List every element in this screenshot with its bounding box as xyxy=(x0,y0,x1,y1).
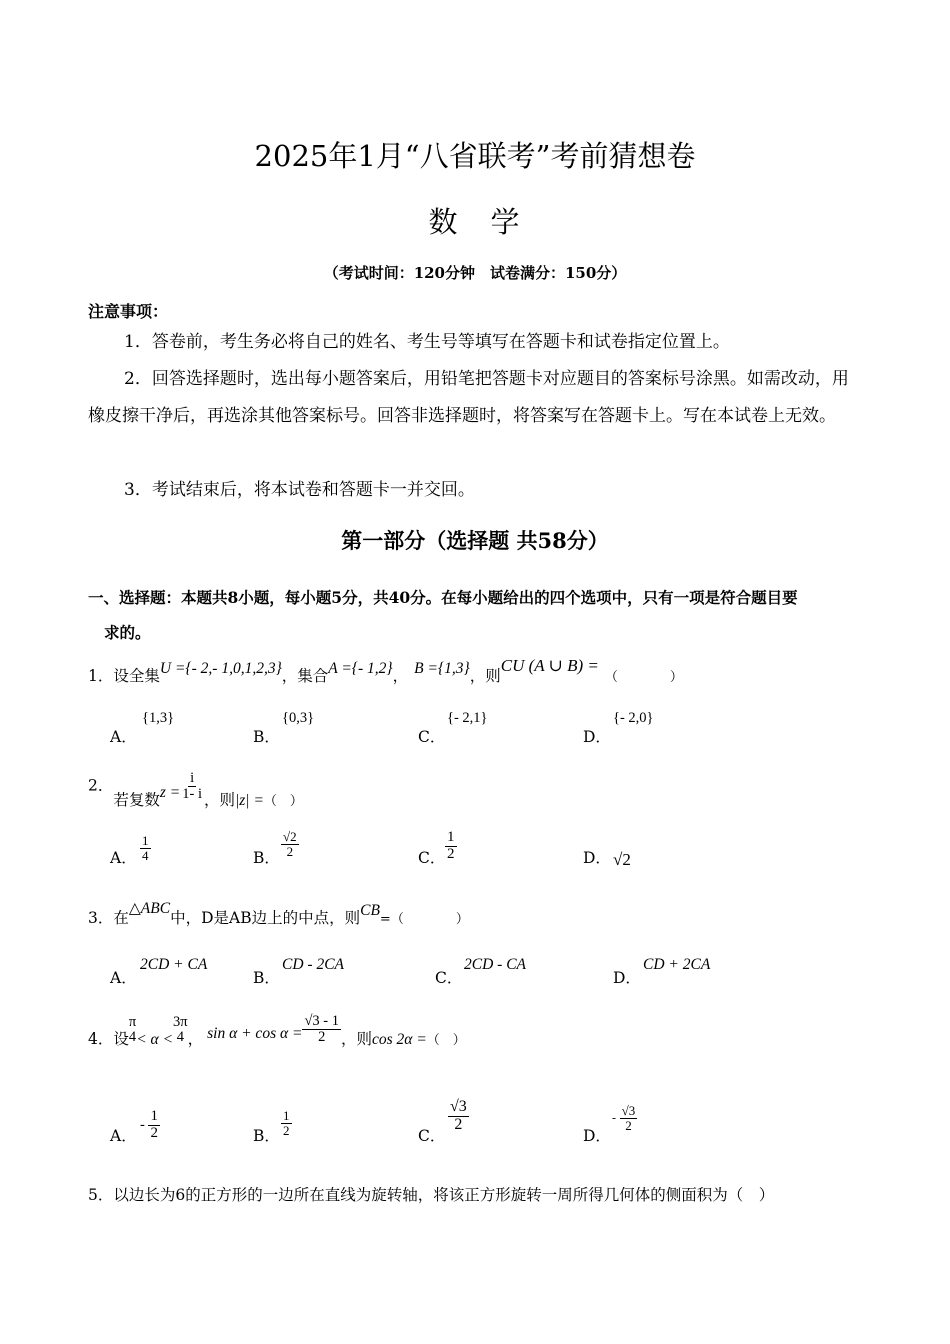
q4-lt: < α < xyxy=(136,1030,174,1048)
q4-option-d xyxy=(612,1104,637,1132)
q4-number: 4． xyxy=(88,1029,114,1048)
q4-option-b-label: B． xyxy=(253,1127,280,1145)
q4-paren: （ ） xyxy=(426,1032,466,1048)
section-line-2: 求的。 xyxy=(104,623,151,642)
q2-option-d: √2 xyxy=(613,850,631,869)
q2-b-den: 2 xyxy=(286,843,294,859)
part1-title: 第一部分（选择题 共58分） xyxy=(341,528,609,553)
q3-triangle: △ABC xyxy=(128,900,171,917)
q3-text-2: 中，D是AB边上的中点，则 xyxy=(170,909,361,927)
question-5: 5．以边长为6的正方形的一边所在直线为旋转轴，将该正方形旋转一周所得几何体的侧面积为（ ） xyxy=(88,1186,775,1204)
exam-info: （考试时间：120分钟 试卷满分：150分） xyxy=(323,264,627,282)
q2-a-den: 4 xyxy=(142,847,149,863)
q1-set-a: A ={- 1,2} xyxy=(328,660,393,677)
q1-set-b: B ={1,3} xyxy=(414,660,470,677)
q4-c-num: √3 xyxy=(450,1098,467,1115)
notice-heading: 注意事项： xyxy=(88,302,169,321)
notice-item-3: 3．考试结束后，将本试卷和答题卡一并交回。 xyxy=(124,480,475,500)
q2-text-2: ，则 xyxy=(204,790,236,809)
q2-option-b-label: B． xyxy=(253,849,280,867)
q1-text-1: 设全集 xyxy=(113,667,160,685)
q4-cos2a: cos 2α = xyxy=(372,1030,427,1048)
q3-option-a-label: A． xyxy=(110,969,137,987)
q1-option-a: {1,3} xyxy=(142,710,175,726)
q2-number: 2． xyxy=(88,776,114,795)
q3-option-d-label: D． xyxy=(613,969,641,987)
q4-a-den: 2 xyxy=(150,1124,158,1141)
q2-a-num: 1 xyxy=(142,833,149,848)
q3-option-a: 2CD + CA xyxy=(140,956,208,973)
q1-option-d: {- 2,0} xyxy=(613,710,654,726)
q4-four: 4 xyxy=(128,1028,137,1045)
q4-rhs-den: 2 xyxy=(318,1029,326,1046)
q2-option-a-label: A． xyxy=(110,849,137,867)
q2-b-num: √2 xyxy=(283,829,297,844)
q4-four-2: 4 xyxy=(176,1028,184,1045)
q2-option-c-label: C． xyxy=(418,849,446,867)
q3-vector-cb: CB xyxy=(360,902,380,919)
q1-option-b: {0,3} xyxy=(282,710,315,726)
q4-option-c xyxy=(448,1099,469,1134)
q1-option-c: {- 2,1} xyxy=(447,710,488,726)
q3-eq: =（ ） xyxy=(379,912,469,927)
q4-b-den: 2 xyxy=(283,1122,290,1138)
q2-option-c xyxy=(445,830,457,863)
q2-text-1: 若复数 xyxy=(113,790,160,809)
notice-item-2: 2．回答选择题时，选出每小题答案后，用铅笔把答题卡对应题目的答案标号涂黑。如需改动，用橡皮擦干净后，再选涂其他答案标号。回答非选择题时，将答案写在答题卡上。写在本试卷上无效。 xyxy=(88,369,849,426)
q4-b-num: 1 xyxy=(283,1108,290,1123)
q3-text-1: 在 xyxy=(113,909,129,927)
q4-c-den: 2 xyxy=(454,1115,463,1133)
exam-title: 2025年1月“八省联考”考前猜想卷 xyxy=(254,139,696,173)
q1-option-a-label: A． xyxy=(110,728,137,746)
q4-option-a xyxy=(140,1109,160,1142)
q1-option-d-label: D． xyxy=(583,728,611,746)
q2-c-num: 1 xyxy=(447,829,455,845)
q3-option-d: CD + 2CA xyxy=(643,956,711,973)
q2-abs: |z| = xyxy=(235,791,264,809)
q1-paren: （ ） xyxy=(604,670,683,685)
q3-option-c: 2CD - CA xyxy=(464,956,526,973)
q2-option-a xyxy=(140,834,151,862)
question-4 xyxy=(88,1013,466,1048)
q1-number: 1． xyxy=(88,667,114,685)
q1-text-4: ，则 xyxy=(469,667,501,685)
q4-pi: π xyxy=(128,1013,137,1030)
q1-set-u: U ={- 2,- 1,0,1,2,3} xyxy=(159,660,282,677)
subject-title: 数 学 xyxy=(428,205,522,239)
q2-frac-den: 1- i xyxy=(182,786,202,803)
q4-rhs-fraction xyxy=(302,1014,341,1045)
question-1 xyxy=(88,656,683,686)
q2-fraction xyxy=(180,771,204,802)
q4-option-b xyxy=(281,1109,292,1137)
q1-option-b-label: B． xyxy=(253,728,280,746)
q4-d-den: 2 xyxy=(625,1117,632,1133)
question-2 xyxy=(88,770,303,809)
q4-text-2: ，则 xyxy=(341,1029,373,1048)
question-3 xyxy=(88,900,469,928)
q4-option-d-label: D． xyxy=(583,1127,611,1145)
q4-text-1: 设 xyxy=(113,1029,129,1048)
q4-expression: sin α + cos α = xyxy=(207,1024,303,1042)
q3-option-c-label: C． xyxy=(435,969,463,987)
notice-item-1: 1．答卷前，考生务必将自己的姓名、考生号等填写在答题卡和试卷指定位置上。 xyxy=(124,332,730,352)
q4-3pi-over-4 xyxy=(173,1015,188,1045)
q1-complement: CU (A ∪ B) = xyxy=(500,656,599,675)
section-instructions xyxy=(88,580,868,650)
q1-text-2: ，集合 xyxy=(281,667,329,685)
q3-number: 3． xyxy=(88,909,114,927)
q4-option-a-label: A． xyxy=(110,1127,137,1145)
q4-a-num: 1 xyxy=(150,1108,158,1124)
q4-d-num: √3 xyxy=(621,1103,636,1118)
q4-rhs-num: √3 - 1 xyxy=(304,1013,339,1029)
section-line-1: 一、选择题：本题共8小题，每小题5分，共40分。在每小题给出的四个选项中，只有一项是符合题目要 xyxy=(88,588,798,607)
q2-option-b xyxy=(281,830,299,858)
q2-frac-num: i xyxy=(190,770,195,786)
q3-option-b: CD - 2CA xyxy=(282,956,344,973)
q2-c-den: 2 xyxy=(447,845,455,862)
q4-option-c-label: C． xyxy=(418,1127,446,1145)
q3-option-b-label: B． xyxy=(253,969,280,987)
q2-z: z = xyxy=(159,783,181,801)
q4-3pi: 3π xyxy=(173,1013,188,1030)
q1-option-c-label: C． xyxy=(418,728,446,746)
q4-comma: ， xyxy=(187,1029,204,1048)
q4-d-neg: - xyxy=(612,1110,616,1125)
q1-text-3: ， xyxy=(392,667,409,685)
q2-paren: （ ） xyxy=(263,793,303,809)
q4-a-neg: - xyxy=(140,1116,145,1133)
q2-option-d-label: D． xyxy=(583,849,611,867)
